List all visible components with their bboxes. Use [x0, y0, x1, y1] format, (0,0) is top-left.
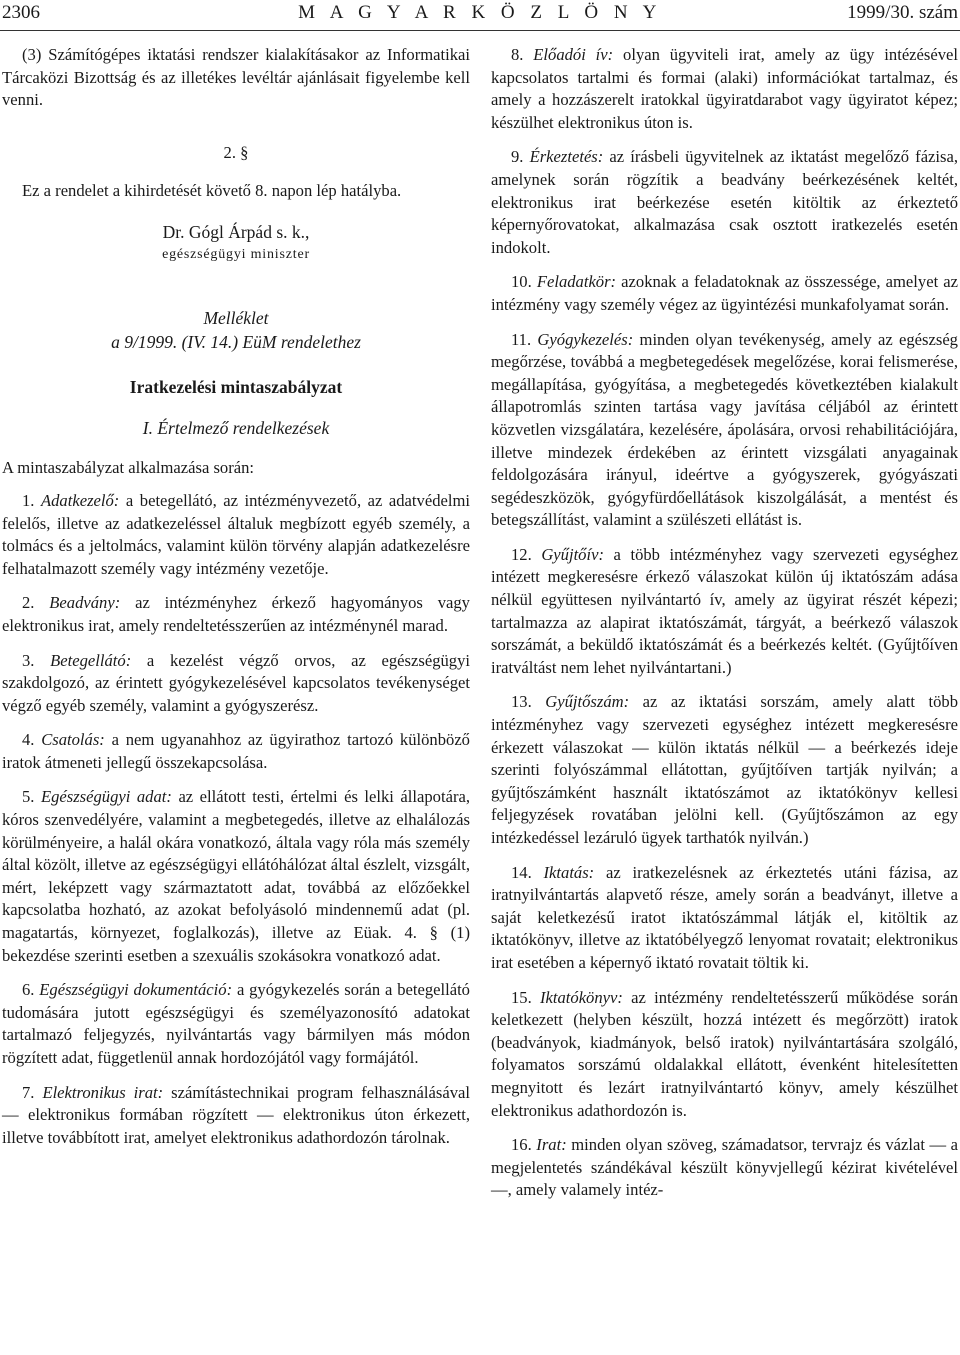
definition-term: Adatkezelő:: [41, 490, 120, 510]
definition-term: Gyűjtőszám:: [545, 692, 630, 712]
definition-term: Csatolás:: [41, 730, 105, 750]
definition-term: Irat:: [536, 1135, 567, 1155]
definition-14: [491, 862, 958, 975]
journal-title: M A G Y A R K Ö Z L Ö N Y: [298, 2, 662, 23]
definition-4: [2, 729, 470, 774]
definition-term: Egészségügyi adat:: [40, 787, 172, 807]
definition-text: a kezelést végző orvos, az egészségügyi szakdolgozó, az érintett gyógykezelésével kapcsolatos tevékenységet végző egyéb személy, valamint a gyógyszerész.: [2, 650, 470, 715]
page-header: [0, 2, 960, 30]
definition-text: a gyógykezelés során a betegellátó tudomására jutott egészségügyi és személyazonosító adatokat tartalmazó feljegyzés, nyilvántartás vagy bármilyen más módon rögzített adat, függetlenül annak hordozójától vagy formájától.: [2, 980, 470, 1067]
definition-text: az intézményhez érkező hagyományos vagy elektronikus irat, amely rendeltetésszerűen az intézménynél marad.: [2, 593, 470, 635]
definition-15: [491, 987, 958, 1123]
definition-number: 14.: [511, 862, 532, 882]
header-rule: [0, 30, 960, 31]
signer-name: Dr. Gógl Árpád s. k.,: [162, 221, 310, 242]
chapter-heading: I. Értelmező rendelkezések: [142, 417, 330, 438]
definition-term: Betegellátó:: [50, 650, 132, 670]
definition-number: 1.: [22, 490, 35, 510]
section-heading: 2. §: [223, 142, 249, 162]
definition-text: azoknak a feladatoknak az összessége, amelyet az intézmény vagy személy végez az ügyintézési munkafolyamat során.: [491, 272, 958, 314]
definition-number: 2.: [22, 593, 35, 613]
definition-text: minden olyan tevékenység, amely az egészség megőrzése, továbbá a megbetegedések megelőzése, korai felismerése, megállapítása, gyógyítása, a megbetegedés következtében kialakult állapotromlás szinten tartása vagy javítása céljából az érintett közvetlen vizsgálatára, kezelésére, ápolására, orvosi rehabilitációjára, illetve mindezek érdekében az érintett vizsgálati anyagainak feldolgozására irányul, ideértve a gyógyszerek, gyógyászati segédeszközök, gyógyfürdőellátások kiszolgálását, a mentést és betegszállítást, valamint a szülészeti ellátást is.: [491, 329, 958, 530]
page-number: 2306: [2, 2, 40, 23]
definition-number: 12.: [511, 544, 532, 564]
definition-term: Gyűjtőív:: [541, 544, 604, 564]
definition-text: a betegellátó, az intézményvezető, az adatvédelmi felelős, illetve az adatkezeléssel általuk megbízott egyéb személy, a tolmács és a jeltolmács, valamint külön törvény alapján adatkezelésre felhatalmazott személy vagy intézmény vezetője.: [2, 490, 470, 578]
definition-text: minden olyan szöveg, számadatsor, tervrajz és vázlat — a megjelentetés szándékával készült könyvjellegű kézirat kivételével —, amely valamely intéz-: [491, 1135, 958, 1200]
definition-term: Iktatás:: [543, 862, 595, 882]
definition-number: 5.: [22, 787, 35, 807]
definition-term: Feladatkör:: [536, 272, 617, 292]
definition-text: az iratkezelésnek az érkeztetés utáni fázisa, az iratnyilvántartás alapvető része, amely során a beadványt, illetve a saját keletkezésű iratot iktatószámmal látják el, kitöltik az iktatókönyv, illetve az iktatóbélyegző lenyomat rovatait; elektronikus irat esetében a képernyő iktató rovatait töltik ki.: [491, 862, 958, 972]
definition-2: [2, 592, 470, 637]
definition-number: 7.: [22, 1082, 35, 1102]
definition-number: 16.: [511, 1135, 532, 1155]
definition-number: 4.: [22, 730, 35, 750]
definition-number: 8.: [511, 45, 524, 64]
definition-text: az ellátott testi, értelmi és lelki állapotára, kóros szenvedélyére, valamint a megbetegedés, illetve az elhalálozás körülményeire, a halál okára vonatkozó, általa vagy róla más személy által közölt, illetve az egészségügyi ellátóhálózat által észlelt, vizsgált, mért, leképzett vagy származtatott adat, továbbá az előzőekkel kapcsolatba hozható, az azokat befolyásoló mindennemű adat (pl. magatartás, környezet, foglalkozás), illetve az Eüak. 4. § (1) bekezdése szerinti esetben a szexuális szokásokra vonatkozó adat.: [2, 787, 470, 965]
effective-date-clause: Ez a rendelet a kihirdetését követő 8. napon lép hatályba.: [22, 181, 402, 201]
definition-term: Érkeztetés:: [529, 147, 604, 167]
definition-number: 3.: [22, 650, 35, 670]
definition-11: [491, 329, 958, 532]
intro-line: A mintaszabályzat alkalmazása során:: [2, 458, 255, 478]
paragraph-3: (3) Számítógépes iktatási rendszer kialakításakor az Informatikai Tárcaközi Bizottság és az illetékes levéltár ajánlásait figyelembe kell venni.: [2, 45, 470, 110]
definition-term: Egészségügyi dokumentáció:: [39, 980, 233, 1000]
issue-number: 1999/30. szám: [847, 2, 958, 23]
definition-8: [491, 44, 958, 134]
definition-term: Beadvány:: [49, 593, 121, 613]
definition-term: Elektronikus irat:: [42, 1082, 164, 1102]
annex-reference: a 9/1999. (IV. 14.) EüM rendelethez: [111, 332, 361, 353]
definition-16: [491, 1134, 958, 1202]
right-column: [491, 44, 958, 1214]
definition-number: 15.: [511, 987, 532, 1007]
definition-number: 11.: [511, 329, 532, 349]
definition-text: számítástechnikai program felhasználásával — elektronikus formában rögzített — elektronikus úton érkezett, illetve továbbított irat, amelyet elektronikus adathordozón tárolnak.: [2, 1082, 470, 1147]
definition-1: [2, 490, 470, 580]
annex-title: Melléklet: [203, 308, 269, 329]
definition-term: Előadói ív:: [533, 45, 614, 64]
definition-number: 13.: [511, 692, 532, 712]
definition-text: az az iktatási sorszám, amely alatt több intézményhez vagy szervezeti egységhez intézett megkeresésre érkezett válaszokat — külön iktatás nélkül — a beérkezés ideje szerinti folyószámmal ellátottan, gyűjtőíven tartják nyilván; a gyűjtőszámként használt iktatószámot az iktatókönyv kellesi feljegyzések rovatában jelölni kell. (Gyűjtőszámon az egy intézkedéssel lezáruló ügyek tarthatók nyilván.): [491, 692, 958, 847]
definition-5: [2, 786, 470, 967]
definition-text: olyan ügyviteli irat, amely az ügy intézésével kapcsolatos tartalmi és formai (alaki) információkat tartalmaz, és amely a hozzászerelt iratokkal ügyiratdarabot vagy ügyiratot képez; készülhet elektronikus úton is.: [491, 45, 959, 132]
definition-13: [491, 691, 958, 849]
signer-title: egészségügyi miniszter: [162, 246, 310, 262]
definition-6: [2, 979, 470, 1069]
definition-text: a nem ugyanahhoz az ügyirathoz tartozó különböző iratok átmeneti jellegű összekapcsolása.: [2, 730, 470, 772]
definition-term: Iktatókönyv:: [539, 987, 623, 1007]
definition-number: 6.: [22, 980, 35, 1000]
definition-text: a több intézményhez vagy szervezeti egységhez intézett megkeresésre érkező válaszokat külön új iktatószám adása nélkül együttesen nyilvántartó ív, amely az ügyirat részét képezi; tartalmazza az alapirat iktatószámát, tárgyát, a beérkező válaszok sorszámát, a beküldő iktatószámát és a beérkezés keltét. (Gyűjtőíven iratváltást nem lehet nyilvántartani.): [491, 544, 959, 677]
definition-9: [491, 146, 958, 259]
definition-10: [491, 271, 958, 316]
definition-text: az írásbeli ügyvitelnek az iktatást megelőző fázisa, amelynek során rögzítik a beadvány beérkezésének keltét, elektronikus irat beérkezése esetén kitöltik az érkeztető képernyőrovatokat, alkalmazása csak osztott iratkezelés esetén indokolt.: [491, 147, 959, 257]
definition-3: [2, 650, 470, 718]
definition-text: az intézmény rendeltetésszerű működése során keletkezett (helyben készült, hozzá intézett és megőrzött) iratok (beadványok, kiadmányok, belső iratok) nyilvántartására szolgáló, folyamatos sorszámú oldalakkal ellátott, évenként hitelesítetten megnyitott és lezárt iratnyilvántartó könyv, amely készülhet elektronikus adathordozón is.: [491, 987, 958, 1120]
left-column: [2, 44, 470, 1161]
definition-7: [2, 1082, 470, 1150]
definition-number: 10.: [511, 272, 532, 292]
document-title: Iratkezelési mintaszabályzat: [129, 377, 343, 398]
definition-term: Gyógykezelés:: [537, 329, 634, 349]
definition-12: [491, 544, 958, 680]
definition-number: 9.: [511, 147, 524, 167]
